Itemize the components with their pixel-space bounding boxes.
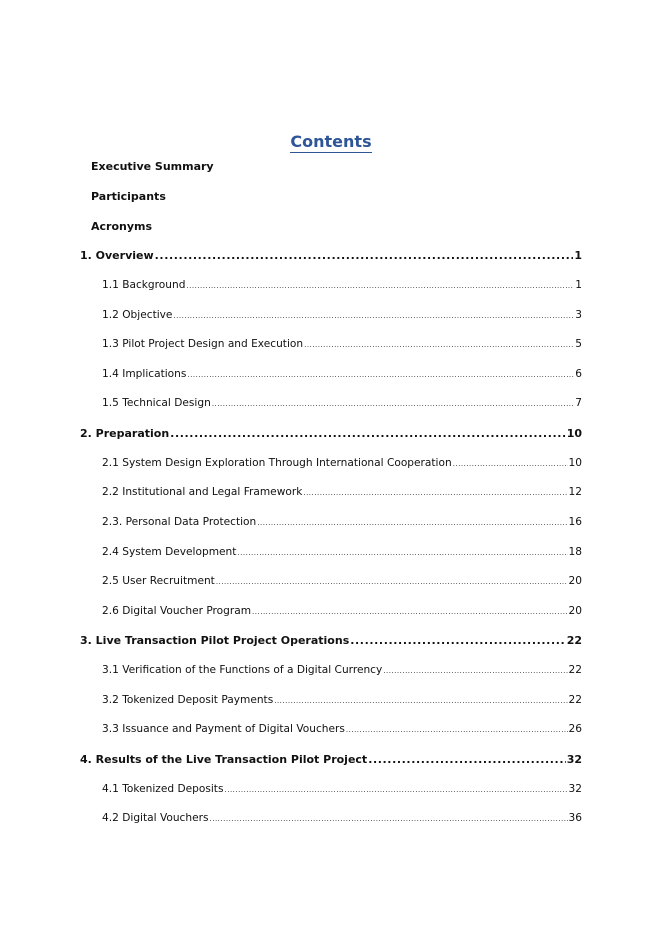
toc-leader: [350, 634, 565, 647]
toc-label: 3.3 Issuance and Payment of Digital Vouchers: [102, 723, 345, 735]
toc-entry-acronyms[interactable]: Acronyms: [91, 220, 153, 233]
toc-subsection-1-4[interactable]: [102, 368, 582, 380]
toc-label: 1.2 Objective: [102, 309, 173, 321]
toc-entry-executive-summary[interactable]: Executive Summary: [91, 160, 214, 173]
toc-leader: [173, 312, 574, 320]
toc-page-number: 20: [568, 605, 582, 617]
toc-page-number: 32: [566, 753, 582, 766]
toc-label: 4.2 Digital Vouchers: [102, 812, 209, 824]
toc-label: 2.2 Institutional and Legal Framework: [102, 486, 303, 498]
toc-leader: [212, 400, 574, 408]
toc-subsection-2-3[interactable]: [102, 516, 582, 528]
toc-section-1[interactable]: [80, 249, 582, 262]
toc-page-number: 20: [568, 575, 582, 587]
toc-label: 3.2 Tokenized Deposit Payments: [102, 694, 274, 706]
toc-label: 1.4 Implications: [102, 368, 187, 380]
toc-subsection-1-5[interactable]: [102, 397, 582, 409]
toc-leader: [346, 726, 568, 734]
toc-label: 4.1 Tokenized Deposits: [102, 783, 224, 795]
toc-label: 2.4 System Development: [102, 546, 237, 558]
toc-label: 1.5 Technical Design: [102, 397, 211, 409]
toc-leader: [225, 786, 568, 794]
toc-leader: [303, 489, 567, 497]
toc-label: 2. Preparation: [80, 427, 170, 440]
toc-section-2[interactable]: [80, 427, 582, 440]
toc-label: 1. Overview: [80, 249, 154, 262]
toc-page-number: 22: [568, 694, 582, 706]
toc-leader: [170, 427, 566, 440]
toc-subsection-4-1[interactable]: [102, 783, 582, 795]
toc-label: 2.3. Personal Data Protection: [102, 516, 257, 528]
toc-subsection-1-1[interactable]: [102, 279, 582, 291]
toc-page-number: 32: [568, 783, 582, 795]
toc-leader: [216, 578, 568, 586]
toc-leader: [237, 549, 567, 557]
toc-subsection-2-4[interactable]: [102, 546, 582, 558]
toc-label: 4. Results of the Live Transaction Pilot Project: [80, 753, 368, 766]
toc-subsection-1-2[interactable]: [102, 309, 582, 321]
toc-leader: [274, 697, 567, 705]
toc-label: 2.1 System Design Exploration Through International Cooperation: [102, 457, 452, 469]
toc-subsection-3-2[interactable]: [102, 694, 582, 706]
toc-leader: [252, 608, 567, 616]
toc-subsection-2-6[interactable]: [102, 605, 582, 617]
toc-page-number: 5: [575, 338, 582, 350]
toc-page-number: 12: [568, 486, 582, 498]
toc-subsection-3-1[interactable]: [102, 664, 582, 676]
toc-page-number: 16: [568, 516, 582, 528]
toc-subsection-1-3[interactable]: [102, 338, 582, 350]
toc-leader: [368, 753, 566, 766]
toc-leader: [257, 519, 567, 527]
toc-label: 2.5 User Recruitment: [102, 575, 215, 587]
toc-leader: [453, 460, 568, 468]
toc-leader: [383, 667, 567, 675]
toc-label: 3.1 Verification of the Functions of a Digital Currency: [102, 664, 383, 676]
toc-label: 3. Live Transaction Pilot Project Operations: [80, 634, 350, 647]
toc-leader: [187, 371, 574, 379]
toc-leader: [210, 815, 568, 823]
toc-title: Contents: [290, 132, 372, 151]
toc-subsection-2-2[interactable]: [102, 486, 582, 498]
toc-page-number: 1: [574, 249, 582, 262]
toc-page-number: 36: [568, 812, 582, 824]
toc-page-number: 1: [575, 279, 582, 291]
toc-leader: [155, 249, 574, 262]
toc-leader: [304, 341, 574, 349]
toc-page-number: 22: [568, 664, 582, 676]
toc-subsection-3-3[interactable]: [102, 723, 582, 735]
toc-page-number: 6: [575, 368, 582, 380]
toc-entry-participants[interactable]: Participants: [91, 190, 166, 203]
toc-label: 1.3 Pilot Project Design and Execution: [102, 338, 304, 350]
toc-section-4[interactable]: [80, 753, 582, 766]
toc-page-number: 10: [566, 427, 582, 440]
toc-label: 2.6 Digital Voucher Program: [102, 605, 252, 617]
toc-leader: [186, 282, 574, 290]
toc-page-number: 22: [566, 634, 582, 647]
toc-page-number: 3: [575, 309, 582, 321]
toc-page-number: 10: [568, 457, 582, 469]
toc-page-number: 26: [568, 723, 582, 735]
toc-subsection-2-1[interactable]: [102, 457, 582, 469]
toc-page-number: 18: [568, 546, 582, 558]
toc-subsection-4-2[interactable]: [102, 812, 582, 824]
toc-page-number: 7: [575, 397, 582, 409]
toc-subsection-2-5[interactable]: [102, 575, 582, 587]
toc-label: 1.1 Background: [102, 279, 186, 291]
toc-section-3[interactable]: [80, 634, 582, 647]
